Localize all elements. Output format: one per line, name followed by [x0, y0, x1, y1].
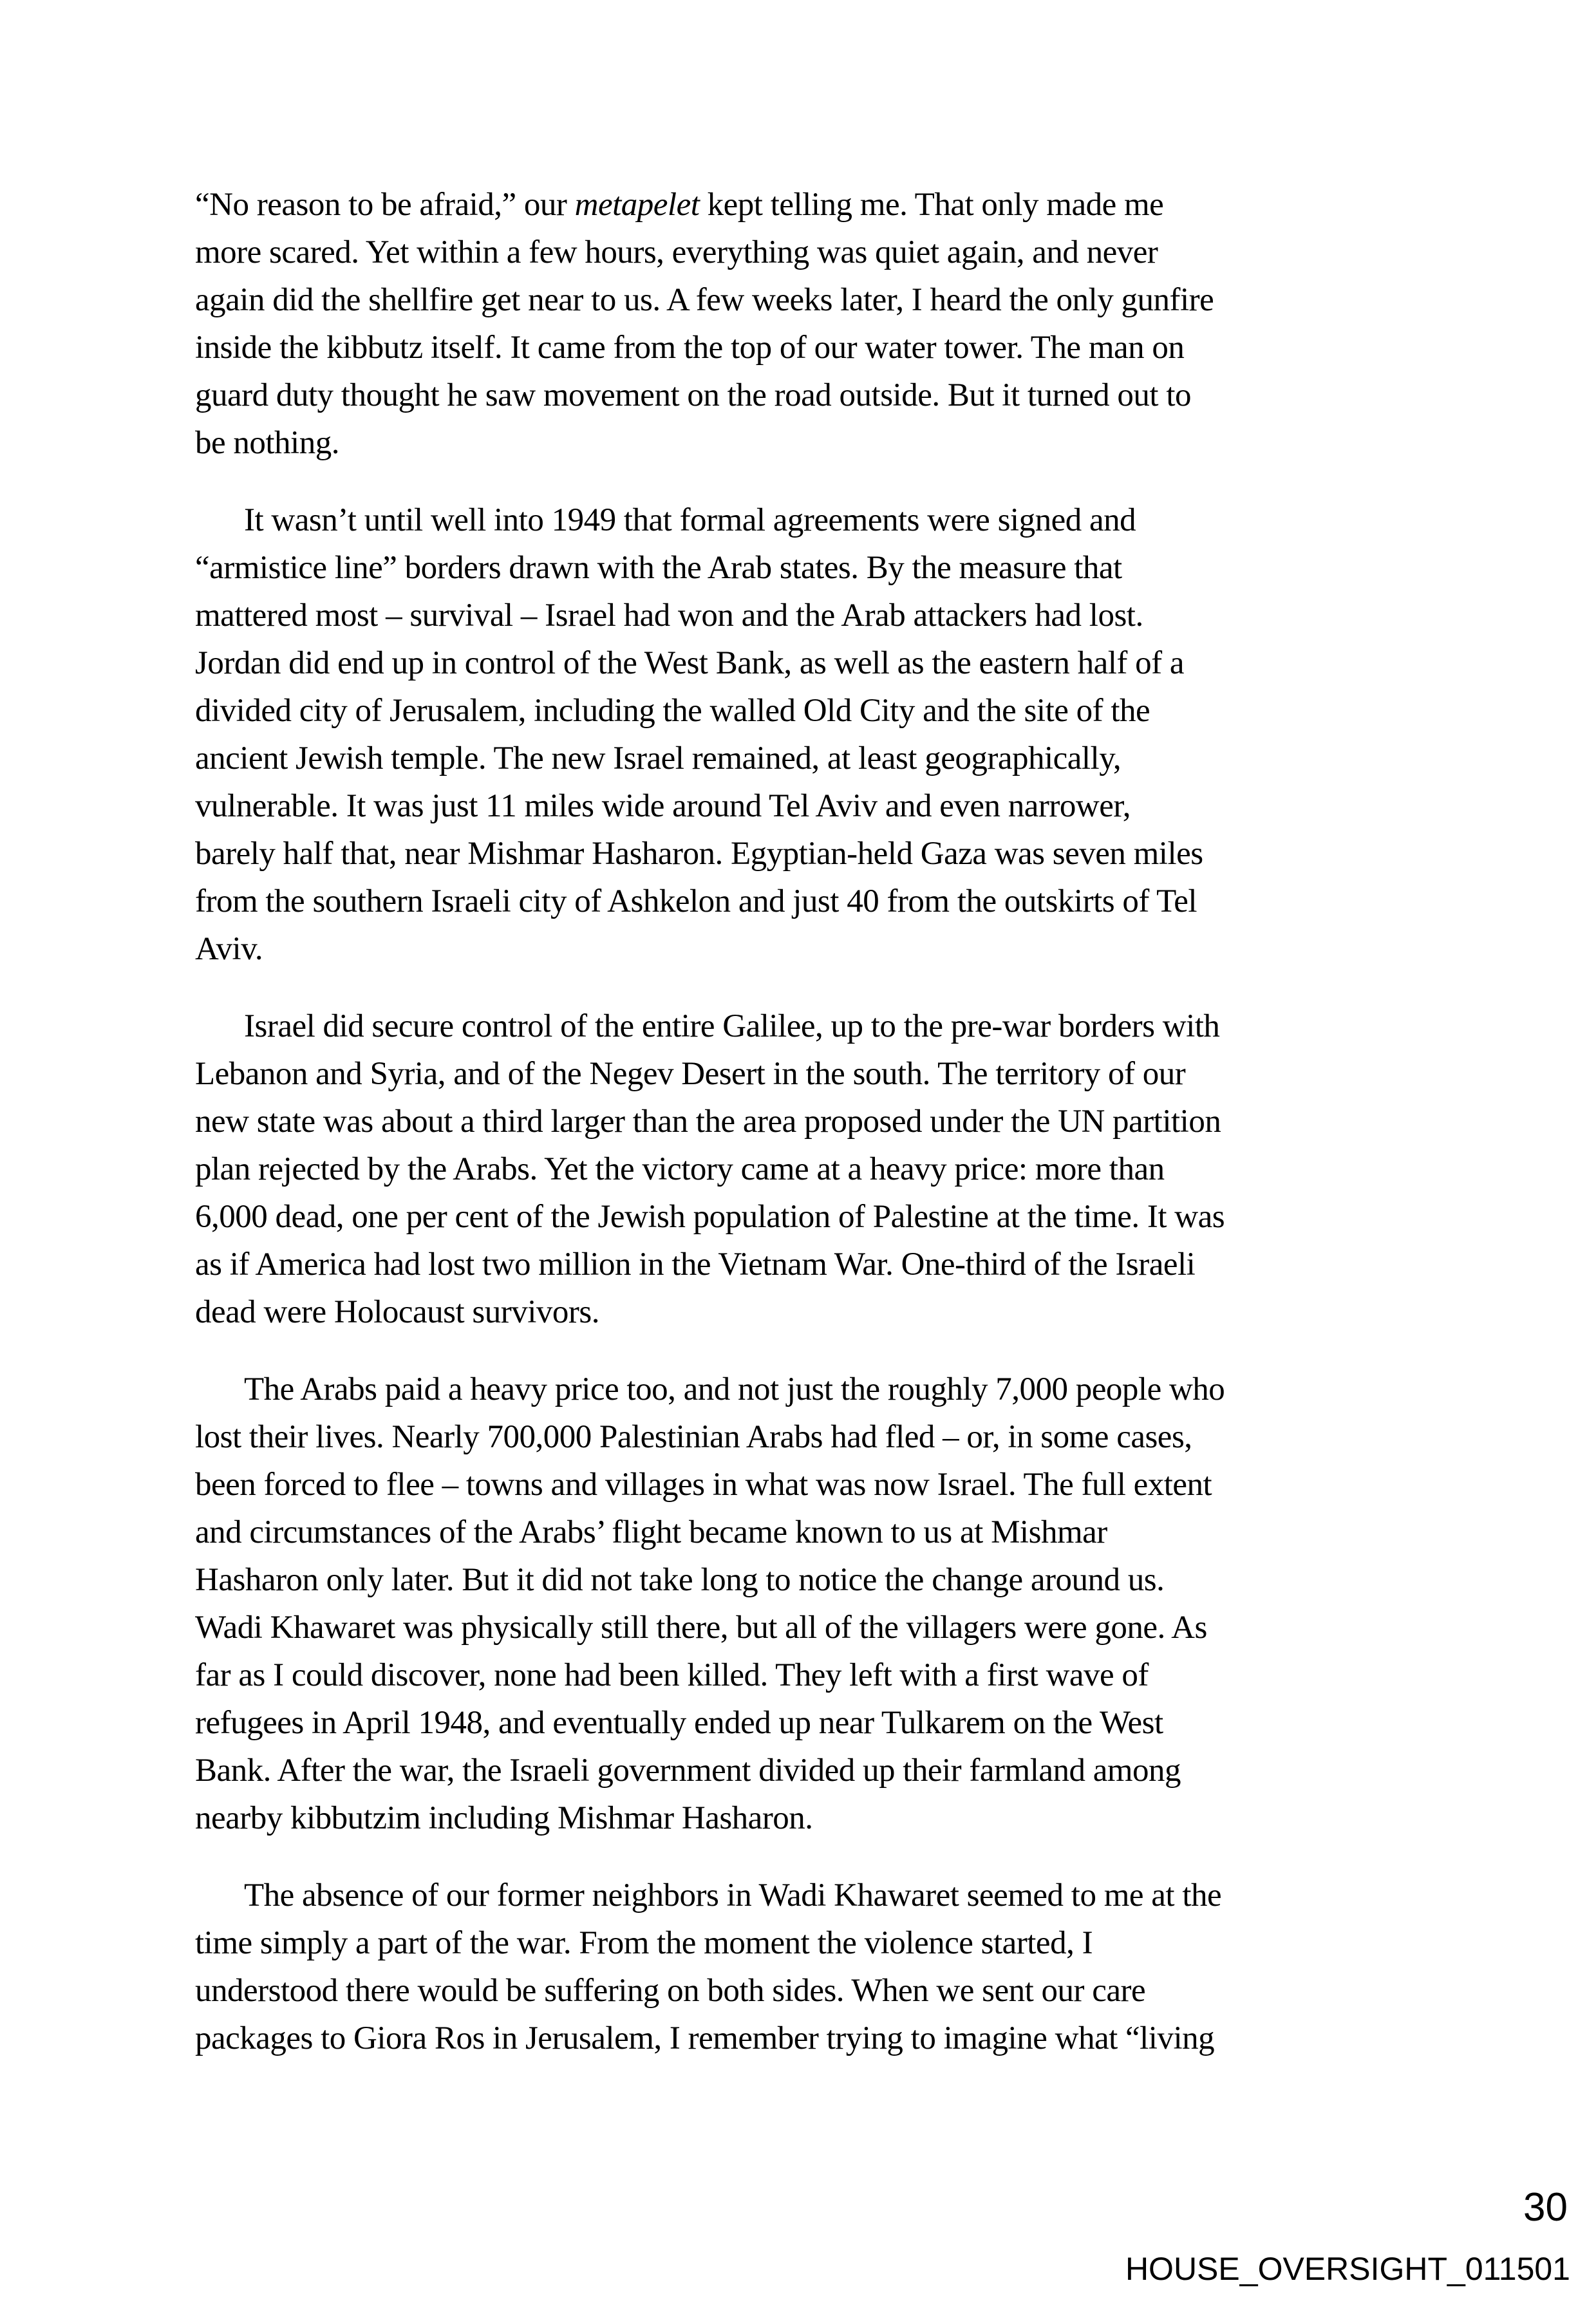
text-run: It wasn’t until well into 1949 that formal agreements were signed and — [244, 502, 1136, 538]
text-line — [195, 2015, 1425, 2062]
text-run: as if America had lost two million in the Vietnam War. One-third of the Israeli — [195, 1246, 1196, 1283]
paragraph — [195, 496, 1425, 973]
text-run: dead were Holocaust survivors. — [195, 1294, 599, 1330]
text-run: new state was about a third larger than the area proposed under the UN partition — [195, 1104, 1221, 1140]
paragraph — [195, 1002, 1425, 1336]
text-line — [195, 324, 1425, 371]
text-line — [195, 276, 1425, 324]
text-run: Wadi Khawaret was physically still there, but all of the villagers were gone. As — [195, 1610, 1207, 1646]
body-text — [195, 181, 1425, 2062]
text-line — [195, 1050, 1425, 1098]
text-run: time simply a part of the war. From the moment the violence started, I — [195, 1925, 1093, 1961]
text-line — [195, 496, 1425, 544]
text-run: packages to Giora Ros in Jerusalem, I remember trying to imagine what “living — [195, 2020, 1215, 2056]
text-run: guard duty thought he saw movement on the road outside. But it turned out to — [195, 377, 1192, 413]
text-line — [195, 544, 1425, 592]
text-line — [195, 830, 1425, 878]
text-run: vulnerable. It was just 11 miles wide around Tel Aviv and even narrower, — [195, 788, 1131, 824]
paragraph — [195, 181, 1425, 467]
text-run: barely half that, near Mishmar Hasharon. Egyptian-held Gaza was seven miles — [195, 836, 1203, 872]
text-line — [195, 1413, 1425, 1461]
text-line — [195, 1794, 1425, 1842]
text-run: Jordan did end up in control of the West Bank, as well as the eastern half of a — [195, 645, 1185, 681]
text-run: again did the shellfire get near to us. A few weeks later, I heard the only gunfire — [195, 282, 1214, 318]
text-run: 6,000 dead, one per cent of the Jewish population of Palestine at the time. It was — [195, 1199, 1225, 1235]
text-run: Lebanon and Syria, and of the Negev Desert in the south. The territory of our — [195, 1056, 1186, 1092]
text-run: The Arabs paid a heavy price too, and not just the roughly 7,000 people who — [244, 1371, 1225, 1407]
page-number: 30 — [1523, 2185, 1568, 2230]
text-line — [195, 1747, 1425, 1794]
text-run: “No reason to be afraid,” our — [195, 187, 575, 223]
text-run: be nothing. — [195, 425, 339, 461]
paragraph — [195, 1366, 1425, 1842]
text-line — [195, 181, 1425, 229]
text-run: “armistice line” borders drawn with the Arab states. By the measure that — [195, 550, 1122, 586]
text-line — [195, 1145, 1425, 1193]
text-run: nearby kibbutzim including Mishmar Hasharon. — [195, 1800, 813, 1836]
text-run: lost their lives. Nearly 700,000 Palestinian Arabs had fled – or, in some cases, — [195, 1419, 1192, 1455]
text-line — [195, 1366, 1425, 1413]
paragraph — [195, 1872, 1425, 2062]
text-run: refugees in April 1948, and eventually ended up near Tulkarem on the West — [195, 1705, 1163, 1741]
text-run: The absence of our former neighbors in Wadi Khawaret seemed to me at the — [244, 1877, 1222, 1913]
text-line — [195, 1604, 1425, 1651]
text-line — [195, 878, 1425, 925]
text-line — [195, 1919, 1425, 1967]
text-run: from the southern Israeli city of Ashkelon and just 40 from the outskirts of Tel — [195, 883, 1197, 919]
text-line — [195, 1461, 1425, 1509]
text-run: inside the kibbutz itself. It came from the top of our water tower. The man on — [195, 330, 1185, 366]
text-line — [195, 1872, 1425, 1919]
text-line — [195, 1098, 1425, 1145]
text-run: Hasharon only later. But it did not take long to notice the change around us. — [195, 1562, 1165, 1598]
text-line — [195, 1699, 1425, 1747]
text-run: Israel did secure control of the entire Galilee, up to the pre-war borders with — [244, 1008, 1220, 1044]
text-run: understood there would be suffering on both sides. When we sent our care — [195, 1973, 1146, 2009]
text-line — [195, 1651, 1425, 1699]
text-line — [195, 592, 1425, 639]
text-run: divided city of Jerusalem, including the walled Old City and the site of the — [195, 693, 1150, 729]
text-run: mattered most – survival – Israel had won and the Arab attackers had lost. — [195, 597, 1143, 634]
text-line — [195, 735, 1425, 782]
text-run: kept telling me. That only made me — [699, 187, 1164, 223]
text-line — [195, 1288, 1425, 1336]
text-run: and circumstances of the Arabs’ flight became known to us at Mishmar — [195, 1514, 1107, 1550]
italic-text-run: metapelet — [574, 187, 700, 223]
text-run: been forced to flee – towns and villages in what was now Israel. The full extent — [195, 1467, 1212, 1503]
text-line — [195, 1002, 1425, 1050]
text-run: Bank. After the war, the Israeli government divided up their farmland among — [195, 1753, 1181, 1789]
text-line — [195, 229, 1425, 276]
text-line — [195, 1241, 1425, 1288]
text-line — [195, 419, 1425, 467]
text-line — [195, 1967, 1425, 2015]
text-run: ancient Jewish temple. The new Israel remained, at least geographically, — [195, 740, 1122, 776]
text-line — [195, 639, 1425, 687]
text-line — [195, 371, 1425, 419]
text-line — [195, 1509, 1425, 1556]
text-run: Aviv. — [195, 931, 263, 967]
text-line — [195, 1556, 1425, 1604]
text-line — [195, 925, 1425, 973]
text-run: more scared. Yet within a few hours, everything was quiet again, and never — [195, 234, 1158, 270]
text-line — [195, 782, 1425, 830]
text-line — [195, 1193, 1425, 1241]
text-run: far as I could discover, none had been killed. They left with a first wave of — [195, 1657, 1149, 1693]
text-line — [195, 687, 1425, 735]
bates-stamp: HOUSE_OVERSIGHT_011501 — [1125, 2251, 1570, 2287]
text-run: plan rejected by the Arabs. Yet the victory came at a heavy price: more than — [195, 1151, 1165, 1187]
